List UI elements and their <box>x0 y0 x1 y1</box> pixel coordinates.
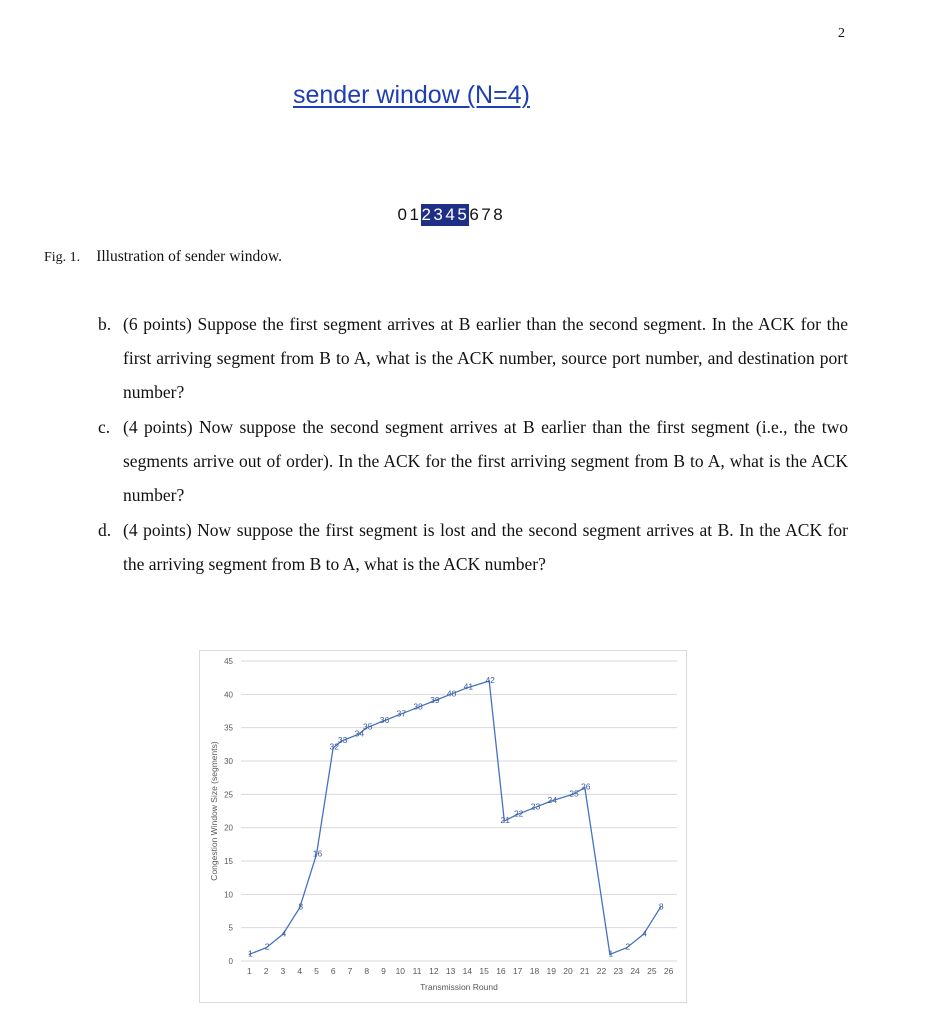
x-tick-label-16: 16 <box>496 966 506 976</box>
sequence-number-3: 3 <box>433 205 445 224</box>
sequence-number-6: 6 <box>469 205 481 224</box>
x-tick-label-23: 23 <box>613 966 624 976</box>
y-tick-label-40: 40 <box>224 690 233 700</box>
data-label-4: 8 <box>298 901 304 912</box>
x-tick-label-12: 12 <box>429 966 439 976</box>
data-label-1: 1 <box>248 948 253 959</box>
x-tick-label-13: 13 <box>445 966 456 976</box>
congestion-window-chart <box>199 650 687 1003</box>
question-c-text: (4 points) Now suppose the second segment arrives at B earlier than the first segment (i.e., the two segments arrive out of order). In the ACK for the first arriving segment from B to A, what is the ACK number? <box>123 417 848 505</box>
x-tick-label-26: 26 <box>663 966 674 976</box>
data-label-21: 25 <box>569 788 579 799</box>
chart-svg <box>200 651 686 1002</box>
y-tick-label-15: 15 <box>224 857 233 866</box>
x-tick-label-8: 8 <box>364 966 370 976</box>
data-label-2: 2 <box>264 941 270 952</box>
x-tick-label-22: 22 <box>596 966 607 976</box>
data-label-19: 23 <box>530 801 541 812</box>
x-tick-label-19: 19 <box>546 966 556 976</box>
question-c-marker: c. <box>98 417 111 437</box>
y-tick-label-30: 30 <box>224 757 233 766</box>
sequence-number-0: 0 <box>397 205 409 224</box>
x-tick-label-6: 6 <box>330 966 336 976</box>
data-label-7: 33 <box>337 735 348 745</box>
question-b-marker: b. <box>98 314 112 334</box>
question-c <box>98 410 848 512</box>
data-label-11: 37 <box>396 708 407 719</box>
x-tick-label-10: 10 <box>395 966 406 976</box>
figure-caption-label: Fig. 1. <box>44 250 81 265</box>
data-label-14: 40 <box>446 688 457 699</box>
x-tick-label-14: 14 <box>462 966 473 976</box>
y-tick-label-20: 20 <box>224 823 233 833</box>
figure-caption <box>44 248 282 266</box>
data-label-22: 26 <box>581 781 591 792</box>
data-label-25: 4 <box>642 928 647 939</box>
sequence-number-2: 2 <box>421 205 433 224</box>
data-label-26: 8 <box>658 901 664 912</box>
data-label-9: 35 <box>363 721 373 732</box>
data-label-12: 38 <box>413 701 423 712</box>
sequence-number-1: 1 <box>409 205 421 224</box>
x-axis-title: Transmission Round <box>420 982 498 992</box>
question-d-text: (4 points) Now suppose the first segment is lost and the second segment arrives at B. In the ACK for the arriving segment from B to A, what is the ACK number? <box>123 520 848 574</box>
data-label-23: 1 <box>608 948 614 959</box>
question-b <box>98 307 848 409</box>
y-tick-label-25: 25 <box>224 790 233 800</box>
sequence-number-4: 4 <box>445 205 457 224</box>
y-tick-label-35: 35 <box>224 723 233 733</box>
y-tick-label-10: 10 <box>224 890 233 900</box>
y-tick-label-5: 5 <box>228 923 233 933</box>
y-tick-label-0: 0 <box>228 957 233 966</box>
y-tick-label-45: 45 <box>224 657 233 666</box>
series-line <box>249 681 660 954</box>
x-tick-label-15: 15 <box>479 966 489 976</box>
data-label-13: 39 <box>430 695 440 705</box>
page-number: 2 <box>838 26 845 41</box>
data-label-8: 34 <box>354 728 365 739</box>
data-label-17: 21 <box>500 815 511 825</box>
sequence-number-8: 8 <box>493 205 505 224</box>
data-label-5: 16 <box>312 848 323 859</box>
x-tick-label-25: 25 <box>647 966 657 976</box>
x-tick-label-9: 9 <box>381 966 386 976</box>
x-tick-label-20: 20 <box>563 966 573 976</box>
data-label-18: 22 <box>513 808 524 819</box>
data-label-24: 2 <box>625 941 631 952</box>
x-tick-label-21: 21 <box>580 966 590 976</box>
question-b-text: (6 points) Suppose the first segment arrives at B earlier than the second segment. In the ACK for the first arriving segment from B to A, what is the ACK number, source port number, and destination port number? <box>123 314 848 402</box>
data-label-20: 24 <box>547 795 557 805</box>
question-d <box>98 513 848 581</box>
figure-caption-text: Illustration of sender window. <box>96 248 283 265</box>
x-tick-label-18: 18 <box>529 966 540 976</box>
x-tick-label-5: 5 <box>314 966 319 976</box>
x-tick-label-24: 24 <box>630 966 640 976</box>
figure-title: sender window (N=4) <box>293 81 530 109</box>
data-label-15: 41 <box>463 681 474 692</box>
data-label-3: 4 <box>281 928 287 939</box>
x-tick-label-3: 3 <box>280 966 286 976</box>
sequence-number-7: 7 <box>481 205 493 224</box>
x-tick-label-17: 17 <box>512 966 523 976</box>
sequence-number-row <box>397 204 505 226</box>
sequence-number-5: 5 <box>457 205 469 224</box>
data-label-16: 42 <box>485 675 495 685</box>
y-axis-title: Congestion Window Size (segments) <box>209 741 219 881</box>
x-tick-label-2: 2 <box>263 966 269 976</box>
x-tick-label-11: 11 <box>412 966 422 976</box>
x-tick-label-7: 7 <box>347 966 353 976</box>
question-d-marker: d. <box>98 520 112 540</box>
data-label-10: 36 <box>379 715 390 725</box>
data-label-6: 32 <box>329 741 339 752</box>
x-tick-label-1: 1 <box>247 966 252 976</box>
x-tick-label-4: 4 <box>297 966 303 976</box>
